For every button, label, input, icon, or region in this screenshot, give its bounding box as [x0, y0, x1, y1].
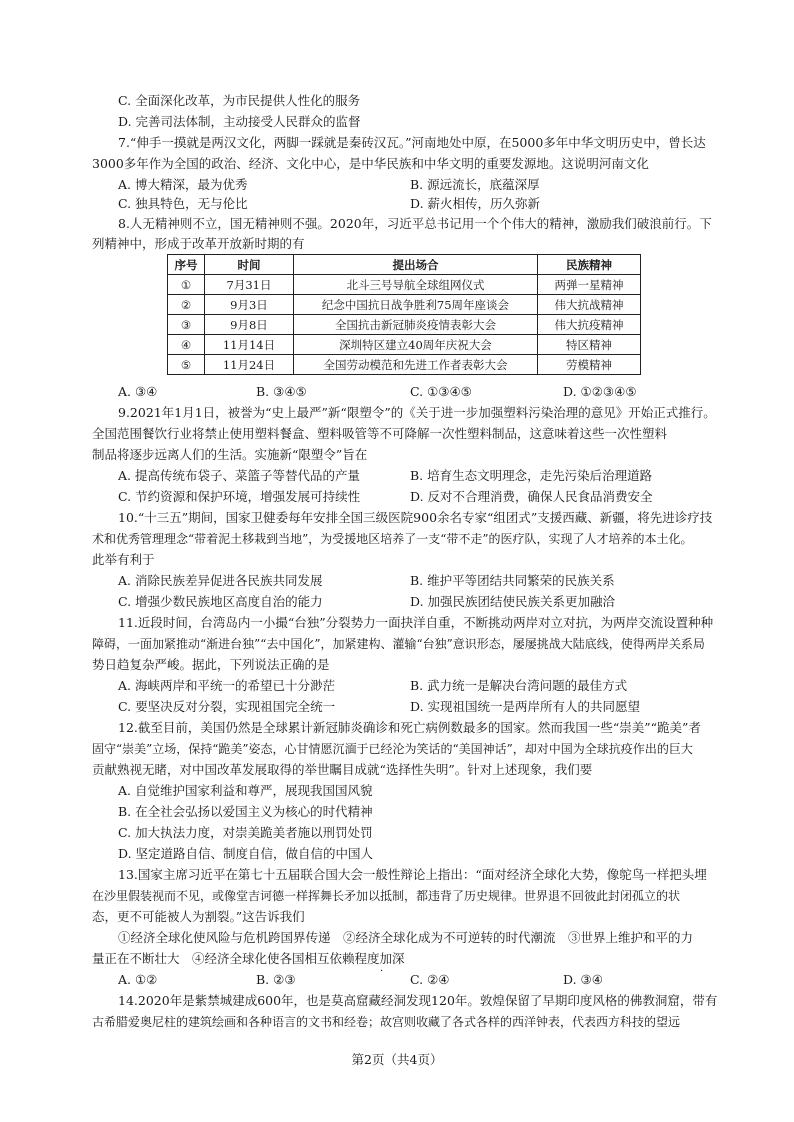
q9-option-d: D. 反对不合理消费，确保人民食品消费安全	[410, 489, 653, 504]
table-cell: 劳模精神	[538, 355, 641, 375]
q12-option-d: D. 坚定道路自信、制度自信，做自信的中国人	[118, 846, 374, 861]
q8-option-d: D. ①②③④⑤	[563, 384, 637, 399]
q11-option-a: A. 海峡两岸和平统一的希望已十分渺茫	[118, 678, 335, 693]
q7-option-b: B. 源远流长，底蕴深厚	[410, 177, 540, 192]
table-cell: ④	[168, 335, 205, 355]
table-row	[168, 335, 641, 355]
q14-stem-line-1: 14.2020年是紫禁城建成600年，也是莫高窟藏经洞发现120年。敦煌保留了早期印度风格的佛教洞窟，带有	[118, 993, 718, 1008]
q9-stem-line-2: 全国范围餐饮行业将禁止使用塑料餐盒、塑料吸管等不可降解一次性塑料制品，这意味着这些一次性塑料	[92, 426, 668, 441]
q13-option-c: C. ②④	[410, 972, 450, 987]
table-row	[168, 275, 641, 295]
table-cell: 11月14日	[205, 335, 294, 355]
q9-option-c: C. 节约资源和保护环境，增强发展可持续性	[118, 489, 361, 504]
q12-stem-line-2: 固守“崇美”立场，保持“跪美”姿态，心甘情愿沉湎于已经沦为笑话的“美国神话”，却对中国为全球抗疫作出的巨大	[92, 742, 693, 756]
q10-stem-line-2: 术和优秀管理理念“带着泥土移栽到当地”，为受援地区培养了一支“带不走”的医疗队，实现了人才培养的本土化。	[92, 532, 693, 546]
q13-option-d: D. ③④	[563, 972, 603, 987]
q13-stem-line-2: 在沙里假装视而不见，或像堂吉诃德一样挥舞长矛加以抵制，都违背了历史规律。世界退不回彼此封闭孤立的状	[92, 889, 681, 903]
q11-option-d: D. 实现祖国统一是两岸所有人的共同愿望	[410, 699, 641, 714]
spirit-table	[167, 254, 641, 375]
q12-stem-line-1: 12.截至目前，美国仍然是全球累计新冠肺炎确诊和死亡病例数最多的国家。然而我国一些“崇美”“跪美”者	[118, 720, 701, 735]
table-header-row	[168, 255, 641, 275]
q13-option-b: B. ②③	[256, 972, 296, 987]
q6-option-c: C. 全面深化改革，为市民提供人性化的服务	[118, 93, 361, 108]
table-cell: ①	[168, 275, 205, 295]
table-cell: 纪念中国抗日战争胜利75周年座谈会	[294, 295, 538, 315]
q12-option-b: B. 在全社会弘扬以爱国主义为核心的时代精神	[118, 804, 373, 819]
q10-option-d: D. 加强民族团结使民族关系更加融洽	[410, 594, 616, 609]
table-header-no: 序号	[168, 255, 205, 275]
table-cell: ③	[168, 315, 205, 335]
q12-option-a: A. 自觉维护国家利益和尊严，展现我国国风貌	[118, 783, 373, 798]
table-row	[168, 295, 641, 315]
q8-option-b: B. ③④⑤	[256, 384, 307, 399]
q7-option-d: D. 薪火相传，历久弥新	[410, 196, 541, 211]
q7-stem-line-2: 3000多年作为全国的政治、经济、文化中心，是中华民族和中华文明的重要发源地。这说明河南文化	[92, 156, 649, 171]
q11-stem-line-2: 障碍，一面加紧推动“渐进台独”“去中国化”，加紧建构、灌输“台独”意识形态，屡屡挑战大陆底线，使得两岸关系局	[92, 637, 705, 651]
q14-stem-line-2: 古希腊爱奥尼柱的建筑绘画和各种语言的文书和经卷；故宫则收藏了各式各样的西洋钟表，代表西方科技的望远	[92, 1015, 681, 1029]
table-header-spirit: 民族精神	[538, 255, 641, 275]
stray-dot: ·	[380, 966, 384, 977]
table-cell: 全国抗击新冠肺炎疫情表彰大会	[294, 315, 538, 335]
q8-option-c: C. ①③④⑤	[410, 384, 472, 399]
table-cell: 两弹一星精神	[538, 275, 641, 295]
table-cell: 11月24日	[205, 355, 294, 375]
table-cell: 伟大抗战精神	[538, 295, 641, 315]
q11-stem-line-1: 11.近段时间，台湾岛内一小撮“台独”分裂势力一面抉洋自重，不断挑动两岸对立对抗，为两岸交流设置种种	[118, 615, 714, 630]
q8-option-a: A. ③④	[118, 384, 158, 399]
q13-stem-line-1: 13.国家主席习近平在第七十五届联合国大会一般性辩论上指出：“面对经济全球化大势，像鸵鸟一样把头埋	[118, 867, 707, 882]
table-row	[168, 315, 641, 335]
table-cell: ⑤	[168, 355, 205, 375]
table-header-time: 时间	[205, 255, 294, 275]
q11-option-c: C. 要坚决反对分裂，实现祖国完全统一	[118, 699, 336, 714]
q8-stem-line-1: 8.人无精神则不立，国无精神则不强。2020年，习近平总书记用一个个伟大的精神，激励我们破浪前行。下	[118, 216, 712, 231]
q10-option-b: B. 维护平等团结共同繁荣的民族关系	[410, 573, 615, 588]
table-cell: 7月31日	[205, 275, 294, 295]
q10-option-a: A. 消除民族差异促进各民族共同发展	[118, 573, 323, 588]
q13-option-a: A. ①②	[118, 972, 158, 987]
table-cell: 特区精神	[538, 335, 641, 355]
q12-option-c: C. 加大执法力度，对崇美跪美者施以刑罚处罚	[118, 825, 373, 840]
q10-option-c: C. 增强少数民族地区高度自治的能力	[118, 594, 323, 609]
table-cell: 伟大抗疫精神	[538, 315, 641, 335]
q13-statements-line-2: 量正在不断壮大 ④经济全球化使各国相互依赖程度加深	[92, 951, 405, 966]
q11-stem-line-3: 势日趋复杂严峻。据此，下列说法正确的是	[92, 657, 330, 672]
q7-option-a: A. 博大精深，最为优秀	[118, 177, 248, 192]
table-cell: ②	[168, 295, 205, 315]
table-cell: 9月8日	[205, 315, 294, 335]
q13-stem-line-3: 态，更不可能被人为割裂。”这告诉我们	[92, 909, 305, 924]
table-cell: 9月3日	[205, 295, 294, 315]
q9-stem-line-1: 9.2021年1月1日，被誉为“史上最严”新“限塑令”的《关于进一步加强塑料污染治理的意见》开始正式推行。	[118, 405, 716, 420]
q9-option-b: B. 培育生态文明理念，走先污染后治理道路	[410, 468, 653, 483]
table-cell: 深圳特区建立40周年庆祝大会	[294, 335, 538, 355]
q9-option-a: A. 提高传统布袋子、菜篮子等替代品的产量	[118, 468, 360, 483]
q7-option-c: C. 独具特色，无与伦比	[118, 196, 248, 211]
q6-option-d: D. 完善司法体制，主动接受人民群众的监督	[118, 114, 361, 129]
q13-statements-line-1: ①经济全球化使风险与危机跨国界传递 ②经济全球化成为不可逆转的时代潮流 ③世界上维护和平的力	[118, 930, 694, 945]
table-cell: 北斗三号导航全球组网仪式	[294, 275, 538, 295]
page-footer: 第2页（共4页）	[351, 1052, 443, 1067]
table-header-occasion: 提出场合	[294, 255, 538, 275]
table-cell: 全国劳动模范和先进工作者表彰大会	[294, 355, 538, 375]
q8-stem-line-2: 列精神中，形成于改革开放新时期的有	[92, 236, 305, 251]
q10-stem-line-3: 此举有利于	[92, 552, 155, 567]
q10-stem-line-1: 10.“十三五”期间，国家卫健委每年安排全国三级医院900余名专家“组团式”支援西藏、新疆，将先进诊疗技	[118, 510, 713, 525]
q7-stem-line-1: 7.“伸手一摸就是两汉文化，两脚一踩就是秦砖汉瓦。”河南地处中原，在5000多年中华文明历史中，曾长达	[118, 135, 706, 150]
q12-stem-line-3: 贡献熟视无睹，对中国改革发展取得的举世瞩目成就“选择性失明”。针对上述现象，我们要	[92, 762, 593, 777]
q9-stem-line-3: 制品将逐步远离人们的生活。实施新“限塑令”旨在	[92, 447, 368, 462]
table-row	[168, 355, 641, 375]
q11-option-b: B. 武力统一是解决台湾问题的最佳方式	[410, 678, 628, 693]
